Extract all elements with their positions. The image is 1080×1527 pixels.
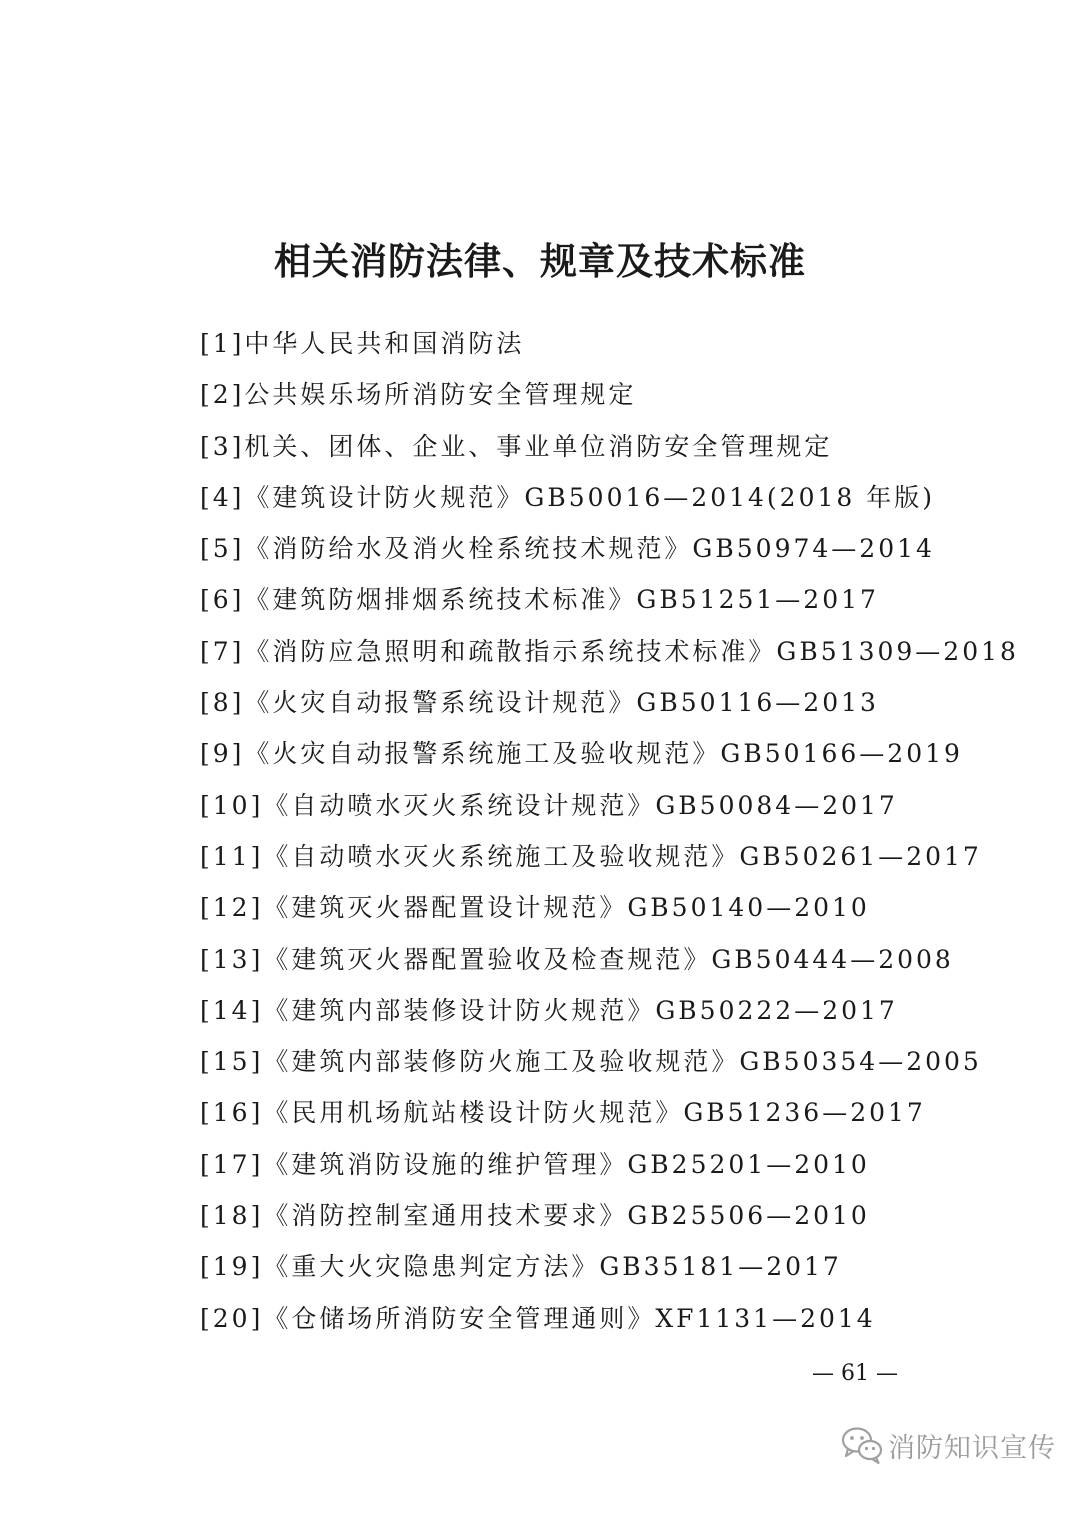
wechat-icon — [840, 1425, 884, 1465]
reference-item-14: [14]《建筑内部装修设计防火规范》GB50222—2017 — [200, 995, 898, 1025]
watermark-text: 消防知识宣传 — [888, 1432, 1056, 1464]
reference-item-20: [20]《仓储场所消防安全管理通则》XF1131—2014 — [200, 1303, 876, 1333]
page-title: 相关消防法律、规章及技术标准 — [274, 239, 806, 283]
reference-item-15: [15]《建筑内部装修防火施工及验收规范》GB50354—2005 — [200, 1047, 982, 1077]
reference-item-18: [18]《消防控制室通用技术要求》GB25506—2010 — [200, 1201, 870, 1231]
reference-item-11: [11]《自动喷水灭火系统施工及验收规范》GB50261—2017 — [200, 841, 982, 871]
reference-item-5: [5]《消防给水及消火栓系统技术规范》GB50974—2014 — [200, 534, 935, 564]
reference-list — [200, 318, 1019, 1344]
reference-item-16: [16]《民用机场航站楼设计防火规范》GB51236—2017 — [200, 1098, 926, 1128]
reference-item-10: [10]《自动喷水灭火系统设计规范》GB50084—2017 — [200, 790, 898, 820]
reference-item-19: [19]《重大火灾隐患判定方法》GB35181—2017 — [200, 1252, 842, 1282]
reference-item-2: [2]公共娱乐场所消防安全管理规定 — [200, 380, 637, 410]
reference-item-6: [6]《建筑防烟排烟系统技术标准》GB51251—2017 — [200, 585, 879, 615]
page-number: — 61 — — [812, 1361, 898, 1386]
reference-item-7: [7]《消防应急照明和疏散指示系统技术标准》GB51309—2018 — [200, 636, 1019, 666]
reference-item-1: [1]中华人民共和国消防法 — [200, 329, 525, 358]
watermark — [840, 1420, 1056, 1470]
reference-item-8: [8]《火灾自动报警系统设计规范》GB50116—2013 — [200, 688, 879, 718]
reference-item-17: [17]《建筑消防设施的维护管理》GB25201—2010 — [200, 1149, 870, 1179]
reference-item-13: [13]《建筑灭火器配置验收及检查规范》GB50444—2008 — [200, 944, 954, 974]
reference-item-12: [12]《建筑灭火器配置设计规范》GB50140—2010 — [200, 893, 870, 923]
reference-item-3: [3]机关、团体、企业、事业单位消防安全管理规定 — [200, 431, 833, 461]
reference-item-9: [9]《火灾自动报警系统施工及验收规范》GB50166—2019 — [200, 739, 963, 769]
reference-item-4: [4]《建筑设计防火规范》GB50016—2014(2018 年版) — [200, 482, 935, 512]
